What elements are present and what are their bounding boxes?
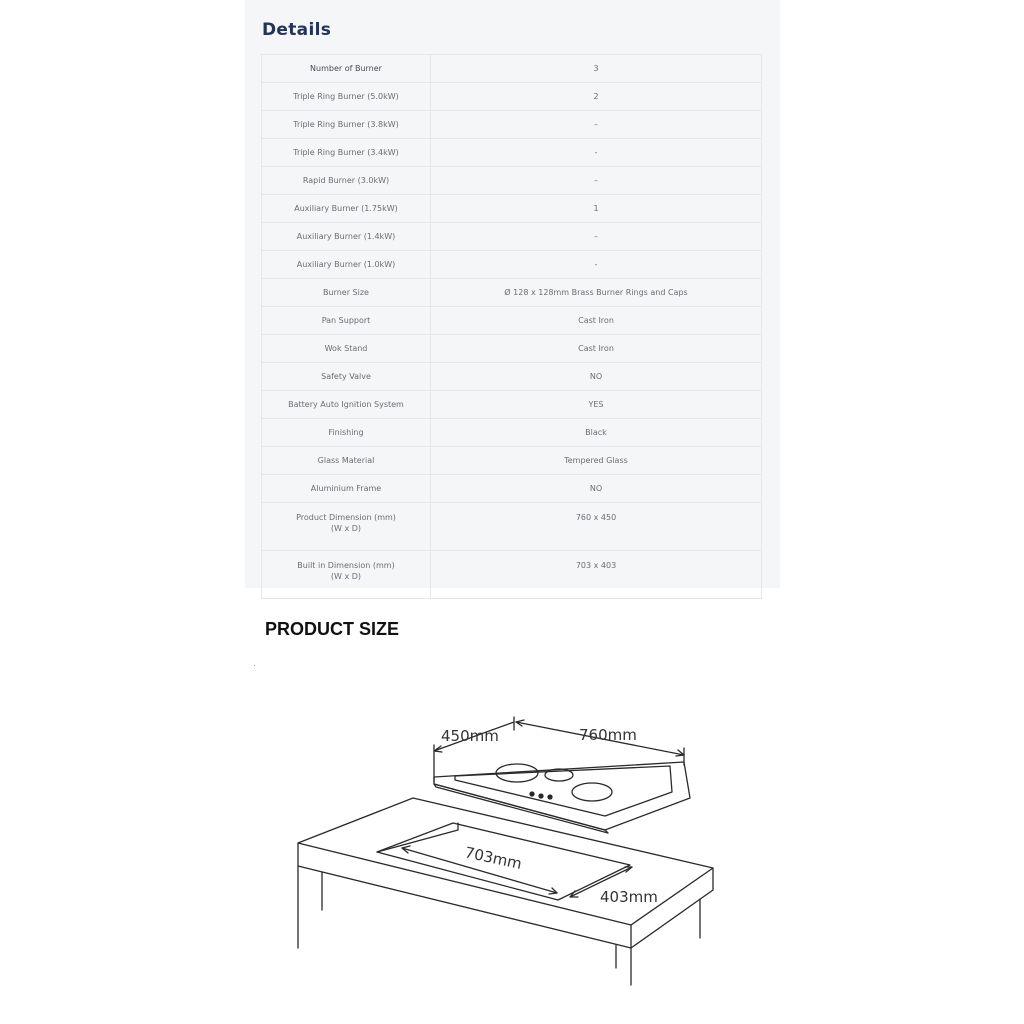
details-panel — [245, 0, 780, 588]
knob — [539, 794, 543, 798]
spec-value: Cast Iron — [431, 335, 762, 363]
dim-label-703: 703mm — [463, 843, 524, 873]
spec-label: Rapid Burner (3.0kW) — [262, 167, 431, 195]
spec-value: Tempered Glass — [431, 447, 762, 475]
spec-label: Glass Material — [262, 447, 431, 475]
hob-outline — [434, 762, 690, 830]
spec-label: Burner Size — [262, 279, 431, 307]
spec-value: Ø 128 x 128mm Brass Burner Rings and Caps — [431, 279, 762, 307]
spec-value: 1 — [431, 195, 762, 223]
table-row — [262, 279, 762, 307]
spec-label: Triple Ring Burner (3.4kW) — [262, 139, 431, 167]
table-leg-left — [298, 866, 322, 948]
knob — [530, 792, 534, 796]
spec-value: Cast Iron — [431, 307, 762, 335]
spec-value: 703 x 403 — [431, 551, 762, 599]
knob — [548, 795, 552, 799]
table-row — [262, 419, 762, 447]
spec-value: Black — [431, 419, 762, 447]
table-leg-front — [616, 945, 631, 985]
spec-value: - — [431, 139, 762, 167]
table-row — [262, 391, 762, 419]
table-row — [262, 167, 762, 195]
spec-value: NO — [431, 475, 762, 503]
spec-value: – — [431, 223, 762, 251]
dim-label-760: 760mm — [579, 726, 637, 744]
spec-label: Wok Stand — [262, 335, 431, 363]
spec-label: Auxiliary Burner (1.4kW) — [262, 223, 431, 251]
product-size-diagram — [270, 700, 730, 1000]
spec-value: – — [431, 111, 762, 139]
table-row — [262, 195, 762, 223]
spec-label-sub: (W x D) — [330, 524, 362, 533]
table-row — [262, 55, 762, 83]
spec-value: 2 — [431, 83, 762, 111]
details-title: Details — [262, 20, 332, 40]
dim-label-450: 450mm — [441, 727, 499, 745]
table-row — [262, 503, 762, 551]
spec-label: Auxiliary Burner (1.75kW) — [262, 195, 431, 223]
table-row — [262, 83, 762, 111]
spec-label — [262, 551, 431, 599]
spec-label: Triple Ring Burner (3.8kW) — [262, 111, 431, 139]
table-row — [262, 363, 762, 391]
burner-right — [572, 783, 612, 801]
spec-label: Aluminium Frame — [262, 475, 431, 503]
spec-label-main: Built in Dimension (mm) — [297, 561, 395, 570]
spec-value: NO — [431, 363, 762, 391]
table-row — [262, 307, 762, 335]
table-row — [262, 551, 762, 599]
table-row — [262, 111, 762, 139]
spec-value: – — [431, 167, 762, 195]
spec-label: Auxiliary Burner (1.0kW) — [262, 251, 431, 279]
spec-label — [262, 503, 431, 551]
table-row — [262, 475, 762, 503]
spec-value: YES — [431, 391, 762, 419]
spec-label: Number of Burner — [262, 55, 431, 83]
spec-label-sub: (W x D) — [330, 572, 362, 581]
table-row — [262, 223, 762, 251]
spec-label: Finishing — [262, 419, 431, 447]
table-row — [262, 139, 762, 167]
countertop-side — [631, 868, 713, 948]
spec-table — [261, 54, 762, 599]
spec-label: Safety Valve — [262, 363, 431, 391]
table-row — [262, 335, 762, 363]
table-row — [262, 447, 762, 475]
product-size-heading: PRODUCT SIZE — [265, 619, 400, 639]
spec-label: Battery Auto Ignition System — [262, 391, 431, 419]
spec-label: Triple Ring Burner (5.0kW) — [262, 83, 431, 111]
dim-label-403: 403mm — [600, 888, 658, 906]
stray-dot — [254, 665, 255, 666]
spec-label-main: Product Dimension (mm) — [296, 513, 396, 522]
table-row — [262, 251, 762, 279]
spec-value: 3 — [431, 55, 762, 83]
spec-label: Pan Support — [262, 307, 431, 335]
spec-value: - — [431, 251, 762, 279]
spec-value: 760 x 450 — [431, 503, 762, 551]
